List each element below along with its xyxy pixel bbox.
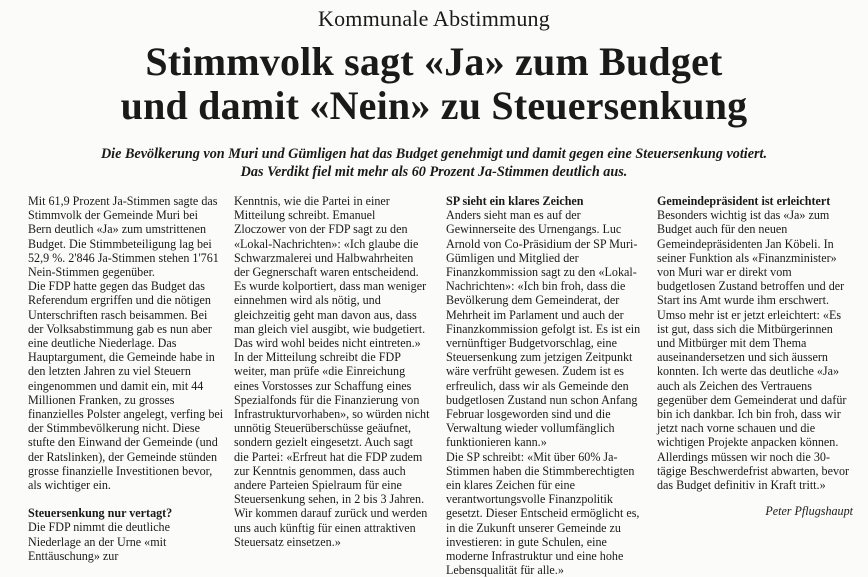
headline — [0, 40, 868, 128]
lead-line-1: Die Bevölkerung von Muri und Gümligen hat das Budget genehmigt und damit gegen eine Steuersenkung votiert. — [100, 146, 768, 162]
lead-line-2: Das Verdikt fiel mit mehr als 60 Prozent Ja-Stimmen deutlich aus. — [240, 164, 628, 180]
column-3 — [446, 194, 642, 577]
paragraph: Die FDP hatte gegen das Budget das Referendum ergriffen und die nötigen Unterschriften rasch beisammen. Bei der Volksabstimmung gab es nun aber eine deutliche Niederlage. Das Hauptargument, die Gemeinde habe in den letzten Jahren zu viel Steuern eingenommen und damit ein, mit 44 Millionen Franken, zu grosses finanzielles Polster angelegt, verfing bei der Stimmbevölkerung nicht. Diese stufte den Einwand der Gemeinde (und der Ratslinken), der Gemeinde stünden grosse finanzielle Investitionen bevor, als wichtiger ein. — [28, 279, 224, 493]
column-1 — [28, 194, 224, 563]
paragraph: Besonders wichtig ist das «Ja» zum Budget auch für den neuen Gemeindepräsidenten Jan Köbeli. In seiner Funktion als «Finanzminister» von Muri war er direkt vom budgetlosen Zustand betroffen und der Start ins Amt wurde ihm erschwert. Umso mehr ist er jetzt erleichtert: «Es ist gut, dass sich die Mitbürgerinnen und Mitbürger mit dem Thema auseinandersetzen und sich äussern konnten. Ich werte das deutliche «Ja» auch als Zeichen des Vertrauens gegenüber dem Gemeinderat und dafür bin ich dankbar. Ich bin froh, dass wir jetzt nach vorne schauen und die wichtigen Projekte anpacken können. Allerdings müssen wir noch die 30-tägige Beschwerdefrist abwarten, bevor das Budget definitiv in Kraft tritt.» — [657, 208, 850, 493]
kicker: Kommunale Abstimmung — [318, 6, 550, 31]
subheading: Steuersenkung nur vertagt? — [28, 506, 173, 521]
lead-text — [0, 145, 868, 181]
subheading: Gemeindepräsident ist erleichtert — [657, 194, 831, 208]
subheading: SP sieht ein klares Zeichen — [446, 194, 584, 208]
paragraph: Kenntnis, wie die Partei in einer Mitteilung schreibt. Emanuel Zloczower von der FDP sagt zu den «Lokal-Nachrichten»: «Ich glaube die Schwarzmalerei und Halbwahrheiten der Gegnerschaft waren entscheidend. Es wurde kolportiert, dass man weniger einnehmen wird als nötig, und gleichzeitig geht man davon aus, dass man gleich viel ausgibt, wie budgetiert. Das wird wohl beides nicht eintreten.» — [234, 194, 427, 351]
paragraph: In der Mitteilung schreibt die FDP weiter, man prüfe «die Einreichung eines Vorstosses zur Schaffung eines Spezialfonds für die Finanzierung von Infrastrukturvorhaben», so würden nicht unnötig Steuerüberschüsse geäufnet, sondern gezielt eingesetzt. Auch sagt die Partei: «Erfreut hat die FDP zudem zur Kenntnis genommen, dass auch andere Parteien Spielraum für eine Steuersenkung sehen, in 2 bis 3 Jahren. Wir kommen darauf zurück und werden uns auch künftig für einen attraktiven Steuersatz einsetzen.» — [234, 350, 430, 549]
paragraph: Anders sieht man es auf der Gewinnerseite des Urnengangs. Luc Arnold von Co-Präsidium der SP Muri-Gümligen und Mitglied der Finanzkommission sagt zu den «Lokal-Nachrichten»: «Ich bin froh, dass die Bevölkerung dem Gemeinderat, der Mehrheit im Parlament und auch der Finanzkommission gefolgt ist. Es ist ein vernünftiger Budgetvorschlag, eine Steuersenkung zum jetzigen Zeitpunkt wäre verfrüht gewesen. Zudem ist es erfreulich, dass wir als Gemeinde den budgetlosen Zustand nun schon Anfang Februar losgeworden sind und die Verwaltung wieder vollumfänglich funktionieren kann.» — [446, 208, 641, 450]
paragraph: Die SP schreibt: «Mit über 60% Ja-Stimmen haben die Stimmberechtigten ein klares Zeichen für eine verantwortungsvolle Finanzpolitik gesetzt. Dieser Entscheid ermöglicht es, in die Zukunft unserer Gemeinde zu investieren: in gute Schulen, eine moderne Infrastruktur und eine hohe Lebensqualität für alle.» — [446, 449, 640, 577]
paragraph: Die FDP nimmt die deutliche Niederlage an der Urne «mit Enttäuschung» zur — [28, 520, 170, 563]
column-2 — [234, 194, 430, 549]
column-4 — [657, 194, 853, 518]
headline-line-2: und damit «Nein» zu Steuersenkung — [120, 83, 748, 128]
paragraph: Mit 61,9 Prozent Ja-Stimmen sagte das Stimmvolk der Gemeinde Muri bei Bern deutlich «Ja» zum umstrittenen Budget. Die Stimmbeteiligung lag bei 52,9 %. 2'846 Ja-Stimmen stehen 1'761 Nein-Stimmen gegenüber. — [28, 194, 219, 280]
author-byline: Peter Pflugshaupt — [765, 504, 853, 519]
headline-line-1: Stimmvolk sagt «Ja» zum Budget — [145, 39, 723, 84]
